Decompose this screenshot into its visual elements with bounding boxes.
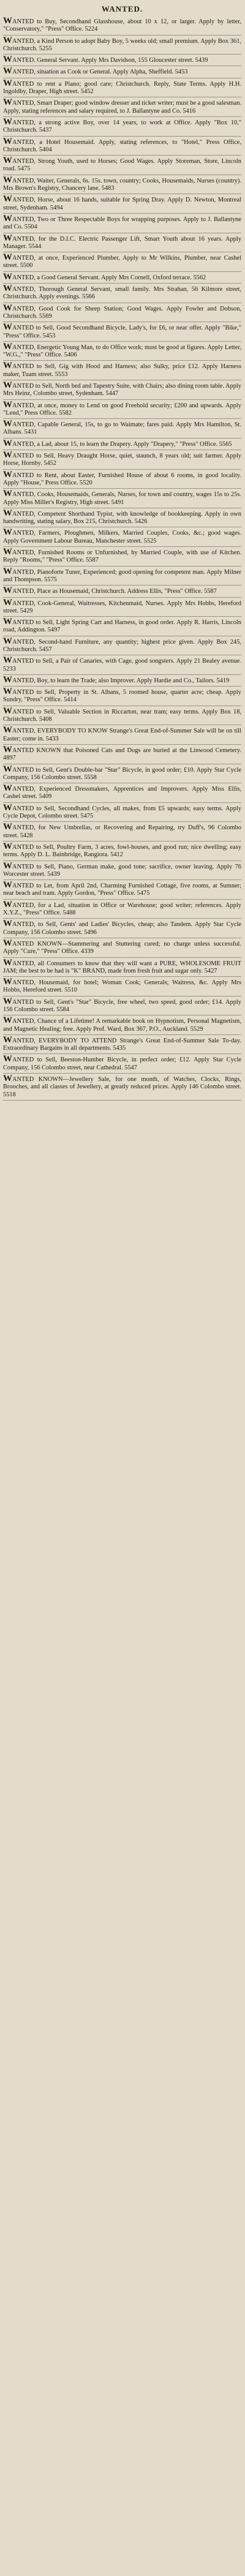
ad-drop-letter: W xyxy=(3,687,12,697)
ad-text: ANTED to Sell, Light Spring Cart and Harness, in good order. Apply R. Harris, Lincoln road, Addington. 5497 xyxy=(3,619,241,634)
ad-drop-letter: W xyxy=(3,527,12,538)
classified-ad xyxy=(3,233,241,253)
classified-ad xyxy=(3,489,241,508)
ad-text: ANTED, Horse, about 16 hands, suitable for Spring Dray. Apply D. Newton, Montreal street, Sydenham. 5494 xyxy=(3,197,241,211)
ad-drop-letter: W xyxy=(3,136,12,146)
ad-drop-letter: W xyxy=(3,213,12,224)
classified-ad xyxy=(3,1015,241,1035)
ad-text: ANTED. General Servant. Apply Mrs Davidson, 155 Gloucester street. 5439 xyxy=(12,57,208,64)
classified-ad xyxy=(3,822,241,842)
ad-drop-letter: W xyxy=(3,78,12,88)
ad-text: ANTED, Pianoforte Tuner, Experienced; good opening for competent man. Apply Milner and Thompson. 5575 xyxy=(3,568,241,583)
ad-drop-letter: W xyxy=(3,361,12,371)
classified-ad xyxy=(3,156,241,175)
ad-text: ANTED, a Hotel Housemaid. Apply, stating references, to "Hotel," Press Office, Christchurch. 5404 xyxy=(3,138,241,153)
classified-ad xyxy=(3,36,241,55)
ad-drop-letter: W xyxy=(3,957,12,968)
ad-drop-letter: W xyxy=(3,996,12,1006)
ad-text: ANTED, for New Umbrellas, or Recovering and Repairing, try Duff's, 96 Colombo street. 5428 xyxy=(3,824,241,839)
ad-text: ANTED, Energetic Young Man, to do Office work; must be good at figures. Apply Letter, "W.G.," "Press" Office. 5406 xyxy=(3,344,241,359)
classified-ad xyxy=(3,175,241,195)
ad-text: ANTED, for the D.I.C. Electric Passenger Lift, Smart Youth about 16 years. Apply Manager. 5544 xyxy=(3,235,241,250)
classified-ad xyxy=(3,400,241,420)
ad-drop-letter: W xyxy=(3,35,12,45)
ad-text: ANTED, for a Lad, situation in Office or Warehouse; good writer; references. Apply X.Y.Z., "Press" Office. 5488 xyxy=(3,902,241,917)
classified-ad xyxy=(3,636,241,656)
ad-text: ANTED to Sell, Secondhand Cycles, all makes, from £5 upwards; easy terms. Apply Cycle Depot, Colombo street. 5475 xyxy=(3,805,241,820)
ad-drop-letter: W xyxy=(3,597,12,608)
ad-text: ANTED to Sell, Good Secondhand Bicycle, Lady's, for £6, or near offer. Apply "Bike," "Press" Office. 5453 xyxy=(3,325,241,339)
ad-text: ANTED, Competent Shorthand Typist, with knowledge of bookkeeping. Apply in own handwriting, stating salary, Box 215, Christchurch. 5426 xyxy=(3,510,241,525)
classified-ad xyxy=(3,137,241,156)
classified-ad xyxy=(3,97,241,117)
ad-text: ANTED, Waiter, Generals, 6s. 15s. town, country; Cooks, Housemaids, Nurses (country). Mrs Brown's Registry, Chancery lane. 5483 xyxy=(3,177,241,192)
ad-text: ANTED, Good Cook for Sheep Station; Good Wages. Apply Fowler and Dobson, Christchurch. 5569 xyxy=(3,305,241,320)
ad-text: ANTED, all Consumers to know that they will want a PURE, WHOLESOME FRUIT JAM; the best to be had is "K" BRAND, made from fresh fruit and sugar only. 5427 xyxy=(3,960,241,974)
classified-ad xyxy=(3,803,241,823)
ad-text: ANTED to Let, from April 2nd, Charming Furnished Cottage, five rooms, at Sumner; near beach and tram. Apply Gordon, "Press" Office. 5475 xyxy=(3,883,241,897)
classified-ad xyxy=(3,380,241,400)
classified-ad xyxy=(3,272,241,284)
ad-drop-letter: W xyxy=(3,252,12,263)
ad-drop-letter: W xyxy=(3,841,12,851)
ad-text: ANTED, Boy, to learn the Trade; also Improver. Apply Hardie and Co., Tailors. 5419 xyxy=(12,677,230,684)
ad-text: ANTED, Place as Housemaid, Christchurch. Address Ellis, "Press" Office. 5587 xyxy=(12,588,217,595)
ad-text: ANTED, EVERYBODY TO ATTEND Strange's Great End-of-Summer Sale To-day. Extraordinary Bargains in all departments. 5435 xyxy=(3,1037,241,1052)
classified-ad xyxy=(3,1054,241,1074)
classified-ad xyxy=(3,687,241,706)
ad-drop-letter: W xyxy=(3,617,12,627)
classified-ad xyxy=(3,977,241,996)
ad-text: ANTED to rent a Piano; good care; Christchurch. Reply, State Terms. Apply H.H. Ingoldby, Draper, High street. 5452 xyxy=(3,80,241,96)
ad-text: ANTED to Sell, Piano, German make, good tone; sacrifice, owner leaving. Apply 76 Worcester street. 5439 xyxy=(3,863,241,878)
ad-drop-letter: W xyxy=(3,16,12,26)
classified-ad xyxy=(3,919,241,938)
ad-text: ANTED KNOWN—Jewellery Sale, for one month, of Watches, Clocks, Rings, Brooches, and all classes of Jewellery, at greatly reduced prices. Apply 146 Colombo street. 5518 xyxy=(3,1076,241,1098)
classified-ad xyxy=(3,1035,241,1055)
classified-ad xyxy=(3,16,241,36)
classified-ad xyxy=(3,764,241,784)
classified-ad xyxy=(3,322,241,342)
classified-ad xyxy=(3,303,241,323)
classified-ad xyxy=(3,958,241,977)
ad-drop-letter: W xyxy=(3,55,12,65)
ad-text: ANTED to Sell, a Pair of Canaries, with Cage, good songsters. Apply 21 Bealey avenue. 5233 xyxy=(3,658,241,672)
ad-text: ANTED, Experienced Dressmakers, Apprentices and Improvers. Apply Miss Ellis, Cashel street. 5409 xyxy=(3,786,241,800)
ad-text: ANTED to Sell, North bed and Tapestry Suite, with Chairs; also dining room table. Apply Mrs Heinz, Colombo street, Sydenham. 5447 xyxy=(3,382,241,397)
classified-ad xyxy=(3,66,241,78)
classified-ad xyxy=(3,617,241,636)
ad-drop-letter: W xyxy=(3,586,12,596)
ad-drop-letter: W xyxy=(3,438,12,448)
ad-text: ANTED KNOWN—Stammering and Stuttering cured; no charge unless successful. Apply "Cure," "Press" Office. 4339 xyxy=(3,940,241,955)
ad-text: ANTED to Sell, Gent's "Star" Bicycle, free wheel, two speed, good order; £14. Apply 156 Colombo street. 5584 xyxy=(3,998,241,1013)
ad-text: ANTED, at once, money to Lend on good Freehold security; £200 and upwards. Apply "Lend," Press Office. 5582 xyxy=(3,402,241,416)
ad-text: ANTED to Sell, Poultry Farm, 3 acres, fowl-houses, and good run; nice dwelling; easy terms. Apply D. L. Bainbridge, Rangiora. 5412 xyxy=(3,843,241,859)
ad-drop-letter: W xyxy=(3,66,12,77)
ad-text: ANTED, Strong Youth, used to Horses; Good Wages. Apply Storeman, Store, Lincoln road. 5475 xyxy=(3,158,241,173)
ad-text: ANTED, a Good General Servant. Apply Mrs Cornell, Oxford terrace. 5562 xyxy=(12,274,206,281)
ad-drop-letter: W xyxy=(3,97,12,108)
ad-text: ANTED, a strong active Boy, over 14 years, to work at Office. Apply "Box 10," Christchurch. 5437 xyxy=(3,119,241,134)
classified-ad xyxy=(3,527,241,547)
ad-text: ANTED, situation as Cook or General. Apply Alpha, Sheffield. 5453 xyxy=(12,69,188,76)
ad-text: ANTED, a Lad, about 15, to learn the Drapery. Apply "Drapery," "Press" Office. 5565 xyxy=(12,440,232,448)
ad-drop-letter: W xyxy=(3,547,12,557)
ad-text: ANTED, Furnished Rooms or Unfurnished, by Married Couple, with use of Kitchen. Reply "Rooms," "Press" Office. 5587 xyxy=(3,549,241,564)
ad-text: ANTED to Sell, Gig with Hood and Harness; also Sulky, price £12. Apply Harness maker, Tuam street. 5553 xyxy=(3,363,241,378)
ad-drop-letter: W xyxy=(3,175,12,185)
ad-text: ANTED, EVERYBODY TO KNOW Strange's Great End-of-Summer Sale will be on till Easter; come in. 5433 xyxy=(3,728,241,742)
ad-text: ANTED to Sell, Heavy Draught Horse, quiet, staunch, 8 years old; suit farmer. Apply Horse, Hornby. 5452 xyxy=(3,453,241,467)
classified-ad xyxy=(3,470,241,489)
ad-text: ANTED, Second-hand Furniture, any quantity; highest price given. Apply Box 245, Christchurch. 5457 xyxy=(3,638,241,653)
ad-drop-letter: W xyxy=(3,489,12,499)
ad-drop-letter: W xyxy=(3,341,12,352)
ad-drop-letter: W xyxy=(3,1015,12,1026)
ad-text: ANTED, Two or Three Respectable Boys for wrapping purposes. Apply to J. Ballantyne and Co. 5504 xyxy=(3,216,241,231)
classified-ad xyxy=(3,880,241,900)
ad-drop-letter: W xyxy=(3,508,12,518)
ad-drop-letter: W xyxy=(3,284,12,294)
classified-ad xyxy=(3,655,241,675)
ad-drop-letter: W xyxy=(3,744,12,755)
ad-drop-letter: W xyxy=(3,399,12,410)
classified-ads-column xyxy=(3,16,241,1101)
ad-drop-letter: W xyxy=(3,880,12,891)
classified-ad xyxy=(3,214,241,233)
classified-ad xyxy=(3,252,241,272)
classified-ad xyxy=(3,284,241,303)
classified-ad xyxy=(3,900,241,919)
ad-text: ANTED, Housemaid, for hotel; Woman Cook; Generals; Waitress, &c. Apply Mrs Hobbs, Hereford street. 5510 xyxy=(3,979,241,994)
ad-text: ANTED to Sell, Valuable Section in Riccarton, near tram; easy terms. Apply Box 18, Christchurch. 5408 xyxy=(3,708,241,723)
classified-ad xyxy=(3,938,241,958)
ad-text: ANTED, Cook-General, Waitresses, Kitchenmaid, Nurses. Apply Mrs Hobbs, Hereford street. 5429 xyxy=(3,600,241,614)
ad-drop-letter: W xyxy=(3,706,12,716)
ad-drop-letter: W xyxy=(3,636,12,646)
classified-ad xyxy=(3,342,241,361)
ad-drop-letter: W xyxy=(3,919,12,929)
classified-ad xyxy=(3,586,241,597)
ad-drop-letter: W xyxy=(3,977,12,987)
section-heading: WANTED. xyxy=(101,4,143,13)
classified-ad xyxy=(3,194,241,214)
ad-text: ANTED to Sell, Beeston-Humber Bicycle, in perfect order; £12. Apply Star Cycle Company, 156 Colombo street, near Cathedral. 5547 xyxy=(3,1056,241,1071)
ad-drop-letter: W xyxy=(3,802,12,813)
ad-text: ANTED, Smart Draper; good window dresser and ticket writer; must be a good salesman. Apply, stating references and salary required, to J. Ballantyne and Co. 5416 xyxy=(3,100,241,115)
classified-ad xyxy=(3,450,241,470)
classified-ad xyxy=(3,861,241,881)
ad-text: ANTED, Chance of a Lifetime! A remarkable book on Hypnotism, Personal Magnetism, and Magnetic Healing; free. Apply Prof. Ward, Box 367, P.O., Auckland. 5529 xyxy=(3,1018,241,1033)
classified-ad xyxy=(3,117,241,137)
classified-ad xyxy=(3,725,241,745)
ad-drop-letter: W xyxy=(3,1074,12,1084)
ad-drop-letter: W xyxy=(3,938,12,948)
ad-drop-letter: W xyxy=(3,861,12,871)
ad-drop-letter: W xyxy=(3,322,12,333)
classified-ad xyxy=(3,1074,241,1101)
ad-drop-letter: W xyxy=(3,1054,12,1064)
ad-drop-letter: W xyxy=(3,450,12,461)
ad-drop-letter: W xyxy=(3,116,12,127)
ad-drop-letter: W xyxy=(3,156,12,166)
classified-ad xyxy=(3,547,241,567)
ad-text: ANTED, Thorough General Servant, small family. Mrs Strahan, 56 Kilmore street, Christchurch. Apply evenings. 5566 xyxy=(3,286,241,301)
ad-text: ANTED to Sell, Property in St. Albans, 5 roomed house, quarter acre; cheap. Apply Sundry, "Press" Office. 5414 xyxy=(3,689,241,704)
ad-drop-letter: W xyxy=(3,674,12,685)
ad-drop-letter: W xyxy=(3,194,12,205)
ad-drop-letter: W xyxy=(3,764,12,774)
classified-ad xyxy=(3,419,241,439)
ad-text: ANTED, to Sell, Gents' and Ladies' Bicycles, cheap; also Tandem. Apply Star Cycle Company, 156 Colombo street. 5496 xyxy=(3,921,241,936)
classified-ad xyxy=(3,783,241,803)
ad-drop-letter: W xyxy=(3,566,12,576)
ad-text: ANTED, Capable General, 15s, to go to Waimate; fares paid. Apply Mrs Hamilton, St. Albans. 5431 xyxy=(3,421,241,436)
classified-ad xyxy=(3,598,241,617)
classified-ad xyxy=(3,842,241,861)
ad-drop-letter: W xyxy=(3,419,12,429)
ad-text: ANTED to Rent, about Easter, Furnished House of about 6 rooms, in good locality. Apply "House," Press Office. 5520 xyxy=(3,472,241,486)
ad-drop-letter: W xyxy=(3,303,12,313)
classified-ad xyxy=(3,55,241,66)
classified-ad xyxy=(3,439,241,450)
ad-drop-letter: W xyxy=(3,469,12,480)
ad-drop-letter: W xyxy=(3,783,12,794)
ad-text: ANTED, a Kind Person to adopt Baby Boy, 5 weeks old; small premium. Apply Box 361, Christchurch. 5255 xyxy=(3,37,241,52)
ad-drop-letter: W xyxy=(3,233,12,243)
ad-drop-letter: W xyxy=(3,899,12,910)
ad-drop-letter: W xyxy=(3,655,12,666)
ad-drop-letter: W xyxy=(3,1034,12,1045)
classified-ad xyxy=(3,567,241,586)
ad-text: ANTED, Farmers, Ploughmen, Milkers, Married Couples, Cooks, &c.; good wages. Apply Government Labour Bureau, Manchester street. 5525 xyxy=(3,530,241,544)
ad-drop-letter: W xyxy=(3,725,12,736)
classified-ad xyxy=(3,706,241,726)
ad-text: ANTED KNOWN that Poisoned Cats and Dogs are buried at the Linwood Cemetery. 4897 xyxy=(3,747,241,762)
ad-text: ANTED to Sell, Gent's Double-bar "Star" Bicycle, in good order; £10. Apply Star Cycle Company, 156 Colombo street. 5558 xyxy=(3,766,241,781)
ad-drop-letter: W xyxy=(3,271,12,282)
classified-ad xyxy=(3,745,241,764)
ad-text: ANTED, Cooks, Housemaids, Generals, Nurses, for town and country, wages 15s to 25s. Apply Miss Miller's Registry, High street. 5491 xyxy=(3,491,241,506)
classified-ad xyxy=(3,78,241,98)
ad-drop-letter: W xyxy=(3,380,12,390)
classified-ad xyxy=(3,996,241,1016)
classified-ad xyxy=(3,508,241,528)
ad-drop-letter: W xyxy=(3,822,12,832)
classified-ad xyxy=(3,361,241,380)
ad-text: ANTED, at once, Experienced Plumber, Apply to Mr Wilkins, Plumber, near Cashel street. 5500 xyxy=(3,255,241,269)
ad-text: ANTED to Buy, Secondhand Glasshouse, about 10 x 12, or larger. Apply by letter, "Conservatory," "Press" Office. 5224 xyxy=(3,18,241,33)
classified-ad xyxy=(3,675,241,687)
